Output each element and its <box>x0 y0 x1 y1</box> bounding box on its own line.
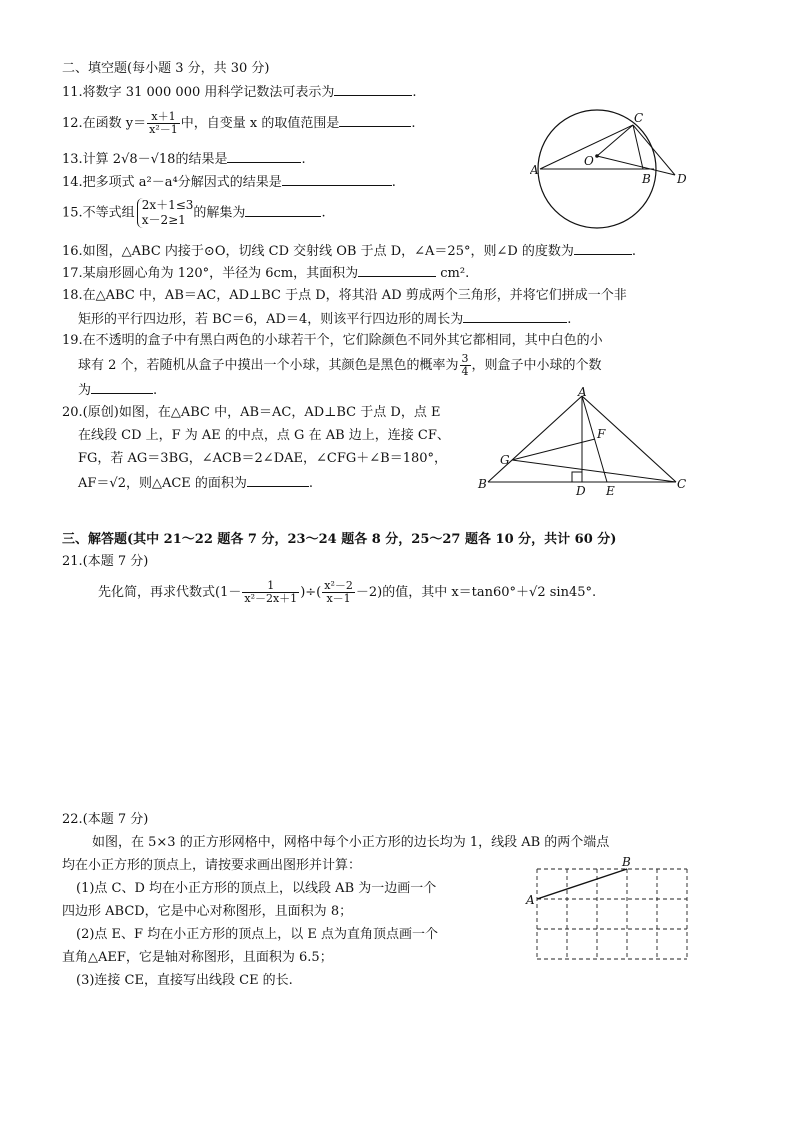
question-20-line-2: 在线段 CD 上，F 为 AE 的中点，点 G 在 AB 边上，连接 CF、 <box>78 428 450 443</box>
expr-part-a: (1－ <box>215 585 242 600</box>
label-a: A <box>530 163 539 177</box>
question-13-text: 13.计算 2√8－√18的结果是 <box>62 152 228 167</box>
question-22-line-4: 四边形 ABCD，它是中心对称图形，且面积为 8； <box>62 904 353 919</box>
question-18-line-2: 矩形的平行四边形，若 BC＝6，AD＝4，则该平行四边形的周长为 . <box>78 312 572 327</box>
label-a: A <box>526 893 535 907</box>
label-o: O <box>584 154 594 168</box>
grid-figure <box>520 855 695 965</box>
question-21-f1-numerator: 1 <box>242 580 299 593</box>
question-21-f2-numerator: x²－2 <box>324 579 353 592</box>
tangent-cd <box>633 125 675 175</box>
question-18-text: 矩形的平行四边形，若 BC＝6，AD＝4，则该平行四边形的周长为 <box>78 312 464 327</box>
label-g: G <box>500 453 510 467</box>
question-19-line-2 <box>78 353 602 378</box>
question-16-text: 16.如图，△ABC 内接于⊙O，切线 CD 交射线 OB 于点 D，∠A＝25°，则∠D 的度数为 <box>62 244 574 259</box>
question-19-line-3-text: 为 <box>78 383 92 398</box>
label-d: D <box>677 172 687 186</box>
question-17-post: cm². <box>440 266 470 281</box>
question-20-text-4: AF＝√2，则△ACE 的面积为 <box>78 476 247 491</box>
question-19-line-3: 为 . <box>78 383 158 398</box>
question-21-f1-denominator: x²－2x＋1 <box>244 592 298 605</box>
grid-lines <box>537 869 687 959</box>
question-12-denominator: x²－1 <box>149 123 178 136</box>
inequality-system <box>137 198 194 228</box>
question-17-pre: 17.某扇形圆心角为 120°，半径为 6cm，其面积为 <box>62 266 359 281</box>
question-21-head: 21.(本题 7 分) <box>62 554 149 569</box>
question-22-line-6: 直角△AEF，它是轴对称图形，且面积为 6.5； <box>62 950 333 965</box>
center-dot <box>595 154 599 158</box>
question-12-numerator: x＋1 <box>147 111 180 124</box>
inequality-2: x－2≥1 <box>141 213 186 227</box>
question-12-pre: 12.在函数 y＝ <box>62 116 147 131</box>
segment-ab <box>537 869 627 899</box>
question-15-post: 的解集为 <box>193 205 246 221</box>
question-16: 16.如图，△ABC 内接于⊙O，切线 CD 交射线 OB 于点 D，∠A＝25°，则∠D 的度数为 . <box>62 244 637 259</box>
segment-gc <box>512 460 676 482</box>
question-19-pre: 球有 2 个，若随机从盒子中摸出一个小球，其颜色是黑色的概率为 <box>78 358 459 373</box>
question-22-line-7: (3)连接 CE，直接写出线段 CE 的长. <box>76 973 293 988</box>
answer-blank-14[interactable] <box>282 173 392 186</box>
right-angle-mark <box>572 472 582 482</box>
segment-oc <box>597 125 633 156</box>
label-c: C <box>677 477 687 491</box>
question-22-head: 22.(本题 7 分) <box>62 812 149 827</box>
label-f: F <box>597 427 606 441</box>
question-20-line-1 <box>62 404 440 422</box>
segment-gf <box>512 439 595 460</box>
question-19-denominator: 4 <box>461 365 469 378</box>
question-21-fraction-2 <box>322 580 355 605</box>
side-ab <box>488 396 582 482</box>
question-11: 11.将数字 31 000 000 用科学记数法可表示为 . <box>62 85 417 100</box>
question-20-line-3: FG，若 AG＝3BG，∠ACB＝2∠DAE，∠CFG＋∠B＝180°， <box>78 451 448 466</box>
question-22-line-2: 均在小正方形的顶点上，请按要求画出图形并计算： <box>62 858 362 873</box>
question-21-post: 的值，其中 x＝tan60°＋√2 sin45°. <box>382 585 597 600</box>
label-e: E <box>606 484 615 498</box>
answer-blank-15[interactable] <box>245 204 321 217</box>
label-b: B <box>622 855 631 869</box>
question-19-numerator: 3 <box>461 352 469 365</box>
label-c: C <box>634 111 644 125</box>
question-15: 15.不等式组 2x＋1≤3 x－2≥1 的解集为 . <box>62 198 326 227</box>
question-21-body <box>98 580 596 605</box>
expr-part-b: )÷( <box>300 585 322 600</box>
question-12-fraction <box>147 111 180 136</box>
answer-blank-11[interactable] <box>334 83 412 96</box>
question-20-line-4: AF＝√2，则△ACE 的面积为 . <box>78 476 314 491</box>
question-21-pre: 先化简，再求代数式 <box>98 585 216 600</box>
answer-blank-18[interactable] <box>463 310 567 323</box>
question-21-f2-denominator: x－1 <box>326 592 351 605</box>
label-b: B <box>642 172 651 186</box>
question-22-line-3: (1)点 C、D 均在小正方形的顶点上，以线段 AB 为一边画一个 <box>76 881 437 896</box>
answer-blank-19[interactable] <box>91 381 153 394</box>
question-17 <box>62 264 469 283</box>
triangle-figure <box>474 386 694 498</box>
question-22-line-1: 如图，在 5×3 的正方形网格中，网格中每个小正方形的边长均为 1，线段 AB 的两个端点 <box>92 835 610 850</box>
question-12-post: 中，自变量 x 的取值范围是 <box>180 116 340 131</box>
question-15-pre: 15.不等式组 <box>62 205 135 221</box>
answer-blank-13[interactable] <box>227 150 301 163</box>
answer-blank-17[interactable] <box>358 264 436 277</box>
question-19-line-1: 19.在不透明的盒子中有黑白两色的小球若干个，它们除颜色不同外其它都相同，其中白色的小 <box>62 333 603 348</box>
ray-ob <box>597 156 675 175</box>
question-14-text: 14.把多项式 a²－a⁴分解因式的结果是 <box>62 175 282 190</box>
expr-part-c: －2) <box>355 585 383 600</box>
question-14: 14.把多项式 a²－a⁴分解因式的结果是 . <box>62 175 396 190</box>
question-13: 13.计算 2√8－√18的结果是 . <box>62 152 306 167</box>
inequality-1: 2x＋1≤3 <box>141 198 194 212</box>
question-19-post: ，则盒子中小球的个数 <box>471 358 602 373</box>
label-d: D <box>576 484 586 498</box>
label-b: B <box>478 477 487 491</box>
section3-title: 三、解答题(其中 21～22 题各 7 分，23～24 题各 8 分，25～27 题各 10 分，共计 60 分) <box>62 532 617 547</box>
question-22-line-5: (2)点 E、F 均在小正方形的顶点上，以 E 点为直角顶点画一个 <box>76 927 438 942</box>
question-11-text: 11.将数字 31 000 000 用科学记数法可表示为 <box>62 85 335 100</box>
answer-blank-20[interactable] <box>247 474 309 487</box>
section2-title: 二、填空题(每小题 3 分，共 30 分) <box>62 61 270 76</box>
question-21-fraction-1 <box>242 580 299 605</box>
circle-figure <box>530 108 700 248</box>
question-20-text-1: 20.(原创)如图，在△ABC 中，AB＝AC，AD⊥BC 于点 D，点 E <box>62 405 441 420</box>
question-19-fraction <box>460 353 471 378</box>
label-a: A <box>578 386 587 399</box>
answer-blank-12[interactable] <box>339 114 411 127</box>
question-18-line-1: 18.在△ABC 中，AB＝AC，AD⊥BC 于点 D，将其沿 AD 剪成两个三角形，并将它们拼成一个非 <box>62 288 627 303</box>
question-12: 12.在函数 y＝ $\frac{x+1}{\text{x²－1}}$ 中，自变量 x 的取值范围是 . <box>62 110 416 136</box>
